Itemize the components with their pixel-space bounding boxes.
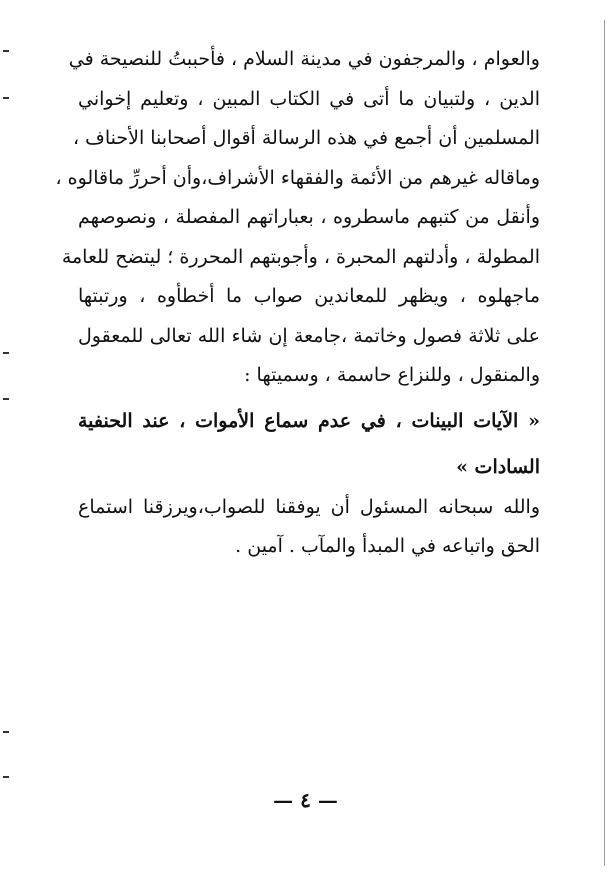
body-line: المسلمين أن أجمع في هذه الرسالة أقوال أصحابنا الأحناف ،: [72, 127, 540, 149]
margin-tick: [3, 776, 9, 778]
closing-line: والله سبحانه المسئول أن يوفقنا للصواب،ويرزقنا استماع: [78, 495, 540, 518]
margin-tick: [3, 352, 9, 354]
body-line: وأنقل من كتبهم ماسطروه ، بعباراتهم المفصلة ، ونصوصهم: [78, 206, 540, 228]
page-number: — ٤ —: [273, 788, 338, 812]
margin-tick: [3, 50, 9, 52]
body-line: على ثلاثة فصول وخاتمة ،جامعة إن شاء الله تعالى للمعقول: [78, 324, 540, 347]
closing-line: الحق واتباعه في المبدأ والمآب . آمين .: [235, 535, 540, 557]
body-line: ماجهلوه ، ويظهر للمعاندين صواب ما أخطأوه ، ورتبتها: [78, 285, 540, 307]
page-edge-line: [604, 20, 605, 866]
treatise-title-line: « الآيات البينات ، في عدم سماع الأموات ، عند الحنفية: [78, 409, 540, 432]
body-line: وماقاله غيرهم من الأئمة والفقهاء الأشراف،وأن أحررِّ ماقالوه ،: [55, 166, 540, 189]
body-line: والمنقول ، وللنزاع حاسمة ، وسميتها :: [244, 364, 540, 386]
margin-tick: [3, 731, 9, 733]
body-line: المطولة ، وأدلتهم المحبرة ، وأجوبتهم المحررة ؛ ليتضح للعامة: [61, 245, 540, 268]
treatise-title-line: السادات »: [456, 455, 540, 478]
body-line: والعوام ، والمرجفون في مدينة السلام ، فأحببتُ للنصيحة في: [68, 48, 540, 70]
body-line: الدين ، ولتبيان ما أتى في الكتاب المبين ، وتعليم إخواني: [78, 87, 540, 110]
margin-tick: [3, 398, 9, 400]
text-block: [55, 40, 540, 567]
margin-tick: [3, 97, 9, 99]
